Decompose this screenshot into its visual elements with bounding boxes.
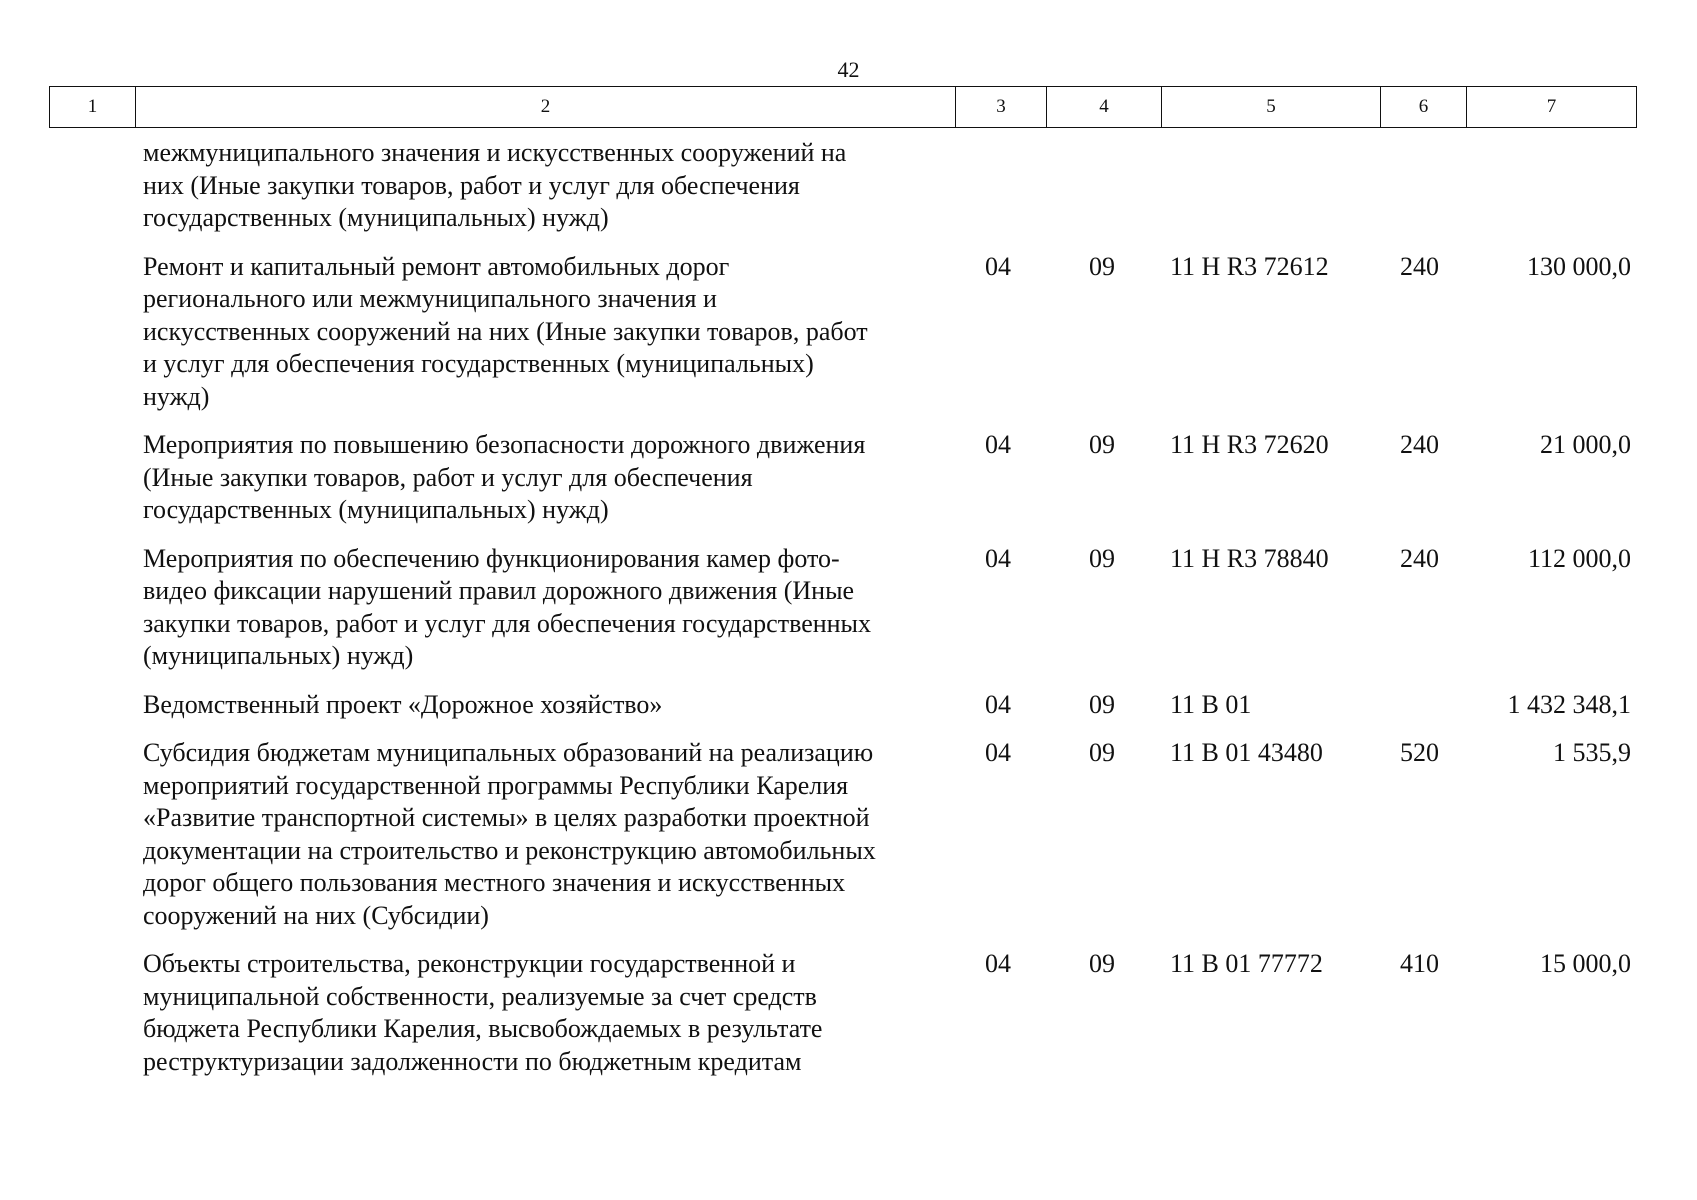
table-row [0,137,1697,235]
expense-type-code: 240 [1400,251,1439,281]
table-row [0,429,1697,527]
expense-type-code: 240 [1400,430,1439,459]
amount: 1 432 348,1 [1507,689,1631,719]
header-col-7: 7 [1546,96,1557,117]
expense-type-code: 410 [1400,949,1439,978]
description-line: межмуниципального значения и искусственных сооружений на [143,138,847,167]
row-description [143,948,963,1078]
description-line: муниципальной собственности, реализуемые за счет средств [143,981,817,1011]
description-line: дорог общего пользования местного значения и искусственных [143,868,846,897]
table-row [0,689,1697,722]
page-number: 42 [837,57,860,82]
row-description [143,689,963,722]
table-header [49,86,1637,128]
subsection-code: 09 [1089,430,1115,459]
row-description [143,737,963,932]
header-col-6: 6 [1381,87,1467,127]
target-article-code: 11 В 01 43480 [1170,738,1323,767]
subsection-code: 09 [1089,689,1115,719]
row-description [143,543,963,673]
row-description [143,251,963,414]
subsection-code: 09 [1089,251,1115,281]
section-code: 04 [985,543,1011,573]
section-code: 04 [985,949,1011,978]
expense-type-code: 520 [1400,738,1439,767]
section-code: 04 [985,689,1011,719]
amount: 112 000,0 [1527,543,1631,573]
description-line: и услуг для обеспечения государственных (муниципальных) [143,349,814,378]
target-article-code: 11 Н R3 72612 [1170,251,1329,281]
section-code: 04 [985,251,1011,281]
description-line: Объекты строительства, реконструкции государственной и [143,949,796,978]
description-line: государственных (муниципальных) нужд) [143,203,609,232]
subsection-code: 09 [1089,949,1115,978]
description-line: мероприятий государственной программы Республики Карелия [143,770,849,800]
table-row [0,251,1697,414]
description-line: документации на строительство и реконструкцию автомобильных [143,835,876,865]
description-line: государственных (муниципальных) нужд) [143,495,609,524]
description-line: Мероприятия по повышению безопасности дорожного движения [143,430,866,459]
description-line: бюджета Республики Карелия, высвобождаемых в результате [143,1014,823,1043]
target-article-code: 11 Н R3 78840 [1170,543,1329,573]
table-row [0,948,1697,1078]
subsection-code: 09 [1089,738,1115,767]
description-line: реструктуризации задолженности по бюджетным кредитам [143,1046,802,1076]
description-line: Ведомственный проект «Дорожное хозяйство» [143,689,663,719]
target-article-code: 11 Н R3 72620 [1170,430,1329,459]
section-code: 04 [985,738,1011,767]
table-row [0,543,1697,673]
header-col-2: 2 [136,87,956,127]
header-col-4: 4 [1047,87,1162,127]
amount: 1 535,9 [1553,738,1631,767]
description-line: (муниципальных) нужд) [143,641,414,670]
description-line: нужд) [143,381,210,411]
row-description [143,137,963,235]
header-col-1: 1 [50,87,136,127]
amount: 21 000,0 [1540,430,1631,459]
description-line: Мероприятия по обеспечению функционирования камер фото- [143,543,840,573]
target-article-code: 11 В 01 [1170,689,1252,719]
description-line: сооружений на них (Субсидии) [143,900,489,930]
row-description [143,429,963,527]
description-line: видео фиксации нарушений правил дорожного движения (Иные [143,576,855,605]
description-line: них (Иные закупки товаров, работ и услуг для обеспечения [143,170,800,200]
description-line: закупки товаров, работ и услуг для обеспечения государственных [143,608,872,638]
section-code: 04 [985,430,1011,459]
expense-type-code: 240 [1400,543,1439,573]
description-line: искусственных сооружений на них (Иные закупки товаров, работ [143,316,868,346]
description-line: «Развитие транспортной системы» в целях разработки проектной [143,803,870,832]
header-col-5: 5 [1162,87,1381,127]
description-line: регионального или межмуниципального значения и [143,284,717,313]
subsection-code: 09 [1089,543,1115,573]
header-col-3: 3 [956,87,1047,127]
amount: 130 000,0 [1527,251,1631,281]
description-line: Субсидия бюджетам муниципальных образований на реализацию [143,738,874,767]
description-line: Ремонт и капитальный ремонт автомобильных дорог [143,251,730,281]
description-line: (Иные закупки товаров, работ и услуг для обеспечения [143,462,753,492]
amount: 15 000,0 [1540,949,1631,978]
target-article-code: 11 В 01 77772 [1170,949,1323,978]
table-row [0,737,1697,932]
table-body [0,137,1697,1078]
